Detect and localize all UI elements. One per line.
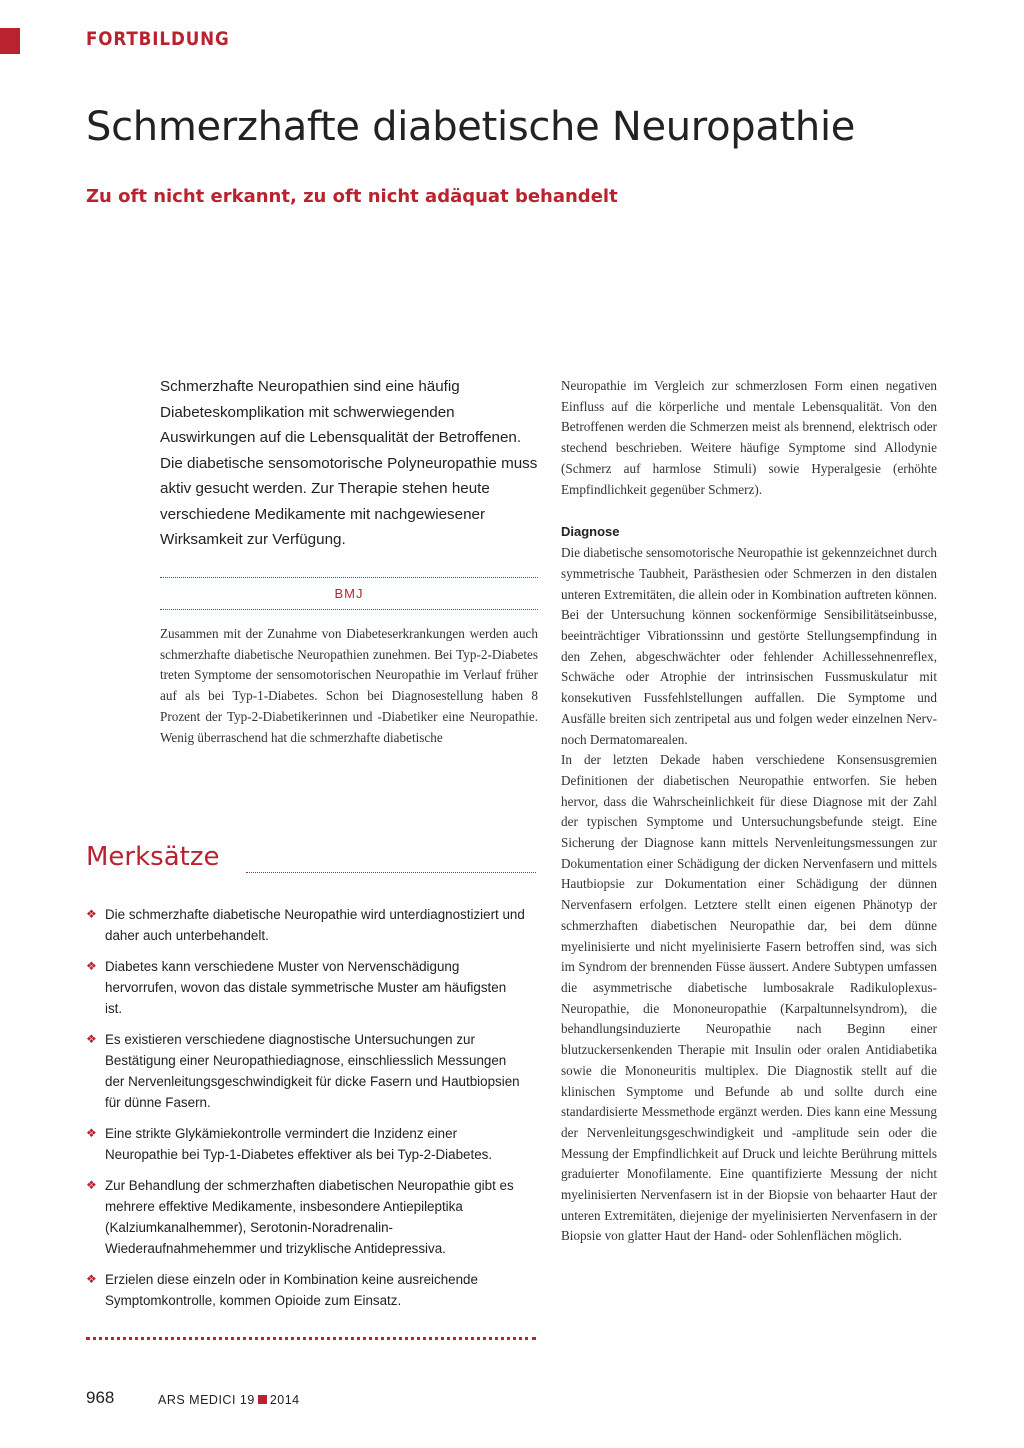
- list-item: [86, 956, 526, 1019]
- merksaetze-list: [86, 904, 526, 1321]
- body-paragraph-right-intro: Neuropathie im Vergleich zur schmerzlosen Form einen negativen Einfluss auf die körperliche und mentale Lebensqualität. Von den Betroffenen werden die Schmerzen meist als brennend, elektrisch oder stechend beschrieben. Weitere häufige Symptome sind Allodynie (Schmerz auf harmlose Stimuli) sowie Hyperalgesie (erhöhte Empfindlichkeit gegenüber Schmerz).: [561, 378, 937, 497]
- diamond-bullet-icon: ❖: [86, 959, 97, 973]
- section-marker: [0, 28, 20, 54]
- body-right-column: [561, 376, 937, 1247]
- diamond-bullet-icon: ❖: [86, 1272, 97, 1286]
- page-number: 968: [86, 1388, 115, 1407]
- list-item: [86, 1029, 526, 1113]
- list-item-text: Die schmerzhafte diabetische Neuropathie wird unterdiagnostiziert und daher auch unterbehandelt.: [105, 907, 525, 943]
- diagnose-heading: Diagnose: [561, 524, 620, 540]
- source-label: BMJ: [334, 586, 364, 601]
- diamond-bullet-icon: ❖: [86, 1032, 97, 1046]
- lead-paragraph: Schmerzhafte Neuropathien sind eine häufig Diabeteskomplikation mit schwerwiegenden Auswirkungen auf die Lebensqualität der Betroffenen. Die diabetische sensomotorische Polyneuropathie muss aktiv gesucht werden. Zur Therapie stehen heute verschiedene Medikamente mit nachgewiesener Wirksamkeit zur Verfügung.: [160, 378, 538, 548]
- list-item-text: Diabetes kann verschiedene Muster von Nervenschädigung hervorrufen, wovon das distale symmetrische Muster am häufigsten ist.: [105, 959, 507, 1016]
- diamond-bullet-icon: ❖: [86, 907, 97, 921]
- article-subtitle: Zu oft nicht erkannt, zu oft nicht adäquat behandelt: [86, 186, 618, 207]
- section-label: FORTBILDUNG: [86, 28, 230, 50]
- journal-name: ARS MEDICI 19: [158, 1393, 255, 1407]
- article-title: Schmerzhafte diabetische Neuropathie: [86, 104, 856, 150]
- journal-footer: [158, 1393, 300, 1407]
- source-divider-top: [160, 577, 538, 578]
- list-item-text: Eine strikte Glykämiekontrolle vermindert die Inzidenz einer Neuropathie bei Typ-1-Diabetes effektiver als bei Typ-2-Diabetes.: [105, 1126, 493, 1162]
- footer-square-icon: [258, 1395, 267, 1404]
- diagnose-paragraph-2: In der letzten Dekade haben verschiedene Konsensusgremien Definitionen der diabetischen Neuropathie entworfen. Sie heben hervor, dass die Wahrscheinlichkeit für diese Diagnose mit der Zahl der typischen Symptome und Untersuchungsbefunde steigt. Eine Sicherung der Diagnose kann mittels Nervenleitungsmessungen zur Dokumentation einer Schädigung der dicken Nervenfasern und mittels Hautbiopsie zur Dokumentation einer Schädigung der dünnen Nervenfasern erfolgen. Letztere stellt einen eigenen Phänotyp der schmerzhaften diabetischen Neuropathie dar, bei dem dünne myelinisierte und nicht myelinisierte Fasern betroffen sind, was sich im Syndrom der brennenden Füsse äussert. Andere Subtypen umfassen die asymmetrische diabetische lumbosakrale Radikuloplexus-Neuropathie, die Mononeuropathie (Karpaltunnelsyndrom), die behandlungsinduzierte Neuropathie nach Beginn einer blutzuckersenkenden Therapie mit Insulin oder oralen Antidiabetika sowie die Mononeuritis multiplex. Die Diagnostik stellt auf die klinischen Symptome und Befunde ab und sollte durch eine standardisierte Messmethode ergänzt werden. Dies kann eine Messung der Nervenleitungsgeschwindigkeit und -amplitude sein oder die Messung der Empfindlichkeit auf Druck und leichte Berührung mittels graduierter Monofilamente. Eine quantifizierte Messung der nicht myelinisierten Nervenfasern ist in der Biopsie von behaarter Haut der unteren Extremitäten, diejenige der myelinisierten Nervenfasern in der Biopsie von glatter Haut der Hand- oder Sohlenflächen möglich.: [561, 752, 937, 1244]
- merksaetze-bottom-rule: [86, 1337, 536, 1340]
- diagnose-paragraph-1: Die diabetische sensomotorische Neuropathie ist gekennzeichnet durch symmetrische Taubheit, Parästhesien oder Schmerzen in den distalen unteren Extremitäten, die allein oder in Kombination auftreten können. Bei der Untersuchung können sockenförmige Sensibilitätseinbusse, beeinträchtiger Vibrationssinn und gestörte Stellungsempfindung in den Zehen, abgeschwächter oder fehlender Achillessehnenreflex, Schwäche oder Atrophie der intrinsischen Fussmuskulatur mit konsekutiven Fussfehlstellungen auffallen. Die Symptome und Ausfälle breiten sich zentripetal aus und folgen weder einzelnen Nerv- noch Dermatomarealen.: [561, 545, 937, 747]
- list-item: [86, 904, 526, 946]
- merksaetze-title-rule: [246, 872, 536, 873]
- merksaetze-title: Merksätze: [86, 842, 220, 872]
- list-item-text: Erzielen diese einzeln oder in Kombination keine ausreichende Symptomkontrolle, kommen Opioide zum Einsatz.: [105, 1272, 478, 1308]
- list-item: [86, 1269, 526, 1311]
- source-divider-bottom: [160, 609, 538, 610]
- diamond-bullet-icon: ❖: [86, 1126, 97, 1140]
- list-item: [86, 1123, 526, 1165]
- list-item: [86, 1175, 526, 1259]
- list-item-text: Es existieren verschiedene diagnostische Untersuchungen zur Bestätigung einer Neuropathiediagnose, einschliesslich Messungen der Nervenleitungsgeschwindigkeit für dicke Fasern und Hautbiopsien für dünne Fasern.: [105, 1032, 520, 1110]
- body-left-column: [160, 624, 538, 748]
- body-paragraph-left: Zusammen mit der Zunahme von Diabeteserkrankungen werden auch schmerzhafte diabetische Neuropathien zunehmen. Bei Typ-2-Diabetes treten Symptome der sensomotorischen Neuropathie im Verlauf früher auf als bei Typ-1-Diabetes. Schon bei Diagnosestellung haben 8 Prozent der Typ-2-Diabetikerinnen und -Diabetiker eine Neuropathie. Wenig überraschend hat die schmerzhafte diabetische: [160, 626, 538, 745]
- list-item-text: Zur Behandlung der schmerzhaften diabetischen Neuropathie gibt es mehrere effektive Medikamente, insbesondere Antiepileptika (Kalziumkanalhemmer), Serotonin-Noradrenalin-Wiederaufnahmehemmer und trizyklische Antidepressiva.: [105, 1178, 514, 1256]
- journal-year: 2014: [269, 1393, 300, 1407]
- diamond-bullet-icon: ❖: [86, 1178, 97, 1192]
